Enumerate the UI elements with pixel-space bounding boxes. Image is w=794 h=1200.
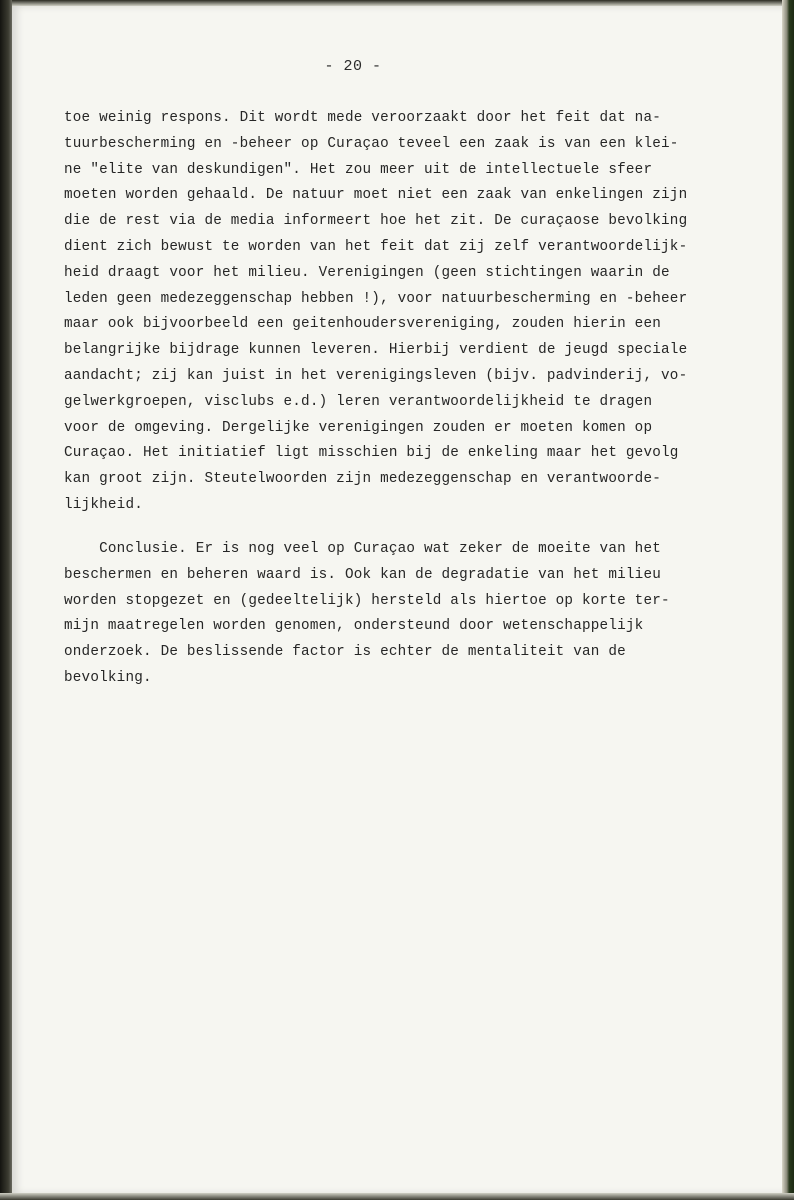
- text-line: belangrijke bijdrage kunnen leveren. Hierbij verdient de jeugd speciale: [64, 342, 688, 359]
- text-line: gelwerkgroepen, visclubs e.d.) leren verantwoordelijkheid te dragen: [64, 393, 653, 410]
- text-line: die de rest via de media informeert hoe het zit. De curaçaose bevolking: [64, 213, 688, 230]
- page-number: - 20 -: [324, 58, 382, 75]
- text-line: leden geen medezeggenschap hebben !), voor natuurbescherming en -beheer: [64, 290, 688, 307]
- scan-right-edge: [782, 0, 794, 1200]
- text-line: moeten worden gehaald. De natuur moet niet een zaak van enkelingen zijn: [64, 187, 688, 204]
- text-line: maar ook bijvoorbeeld een geitenhoudersvereniging, zouden hierin een: [64, 316, 662, 333]
- text-line: dient zich bewust te worden van het feit dat zij zelf verantwoordelijk-: [64, 238, 688, 255]
- text-line: onderzoek. De beslissende factor is echter de mentaliteit van de: [64, 644, 626, 661]
- text-line: lijkheid.: [64, 496, 144, 513]
- scan-top-edge: [0, 0, 794, 6]
- text-line: bevolking.: [64, 669, 152, 686]
- scan-bottom-edge: [0, 1193, 794, 1200]
- text-line: beschermen en beheren waard is. Ook kan de degradatie van het milieu: [64, 566, 662, 583]
- text-line: Curaçao. Het initiatief ligt misschien bij de enkeling maar het gevolg: [64, 445, 679, 462]
- paragraph-conclusion: [64, 537, 684, 692]
- text-line: toe weinig respons. Dit wordt mede veroorzaakt door het feit dat na-: [64, 110, 662, 126]
- text-line: tuurbescherming en -beheer op Curaçao teveel een zaak is van een klei-: [64, 135, 679, 152]
- text-line: voor de omgeving. Dergelijke verenigingen zouden er moeten komen op: [64, 419, 653, 436]
- text-line: Conclusie. Er is nog veel op Curaçao wat zeker de moeite van het: [64, 541, 662, 557]
- text-line: kan groot zijn. Steutelwoorden zijn medezeggenschap en verantwoorde-: [64, 471, 662, 488]
- text-line: worden stopgezet en (gedeeltelijk) hersteld als hiertoe op korte ter-: [64, 592, 670, 609]
- text-line: aandacht; zij kan juist in het verenigingsleven (bijv. padvinderij, vo-: [64, 367, 688, 384]
- paragraph-main: [64, 106, 688, 519]
- text-line: ne "elite van deskundigen". Het zou meer uit de intellectuele sfeer: [64, 161, 653, 178]
- text-line: mijn maatregelen worden genomen, ondersteund door wetenschappelijk: [64, 618, 644, 635]
- text-line: heid draagt voor het milieu. Verenigingen (geen stichtingen waarin de: [64, 264, 670, 281]
- book-binding-edge: [0, 0, 12, 1200]
